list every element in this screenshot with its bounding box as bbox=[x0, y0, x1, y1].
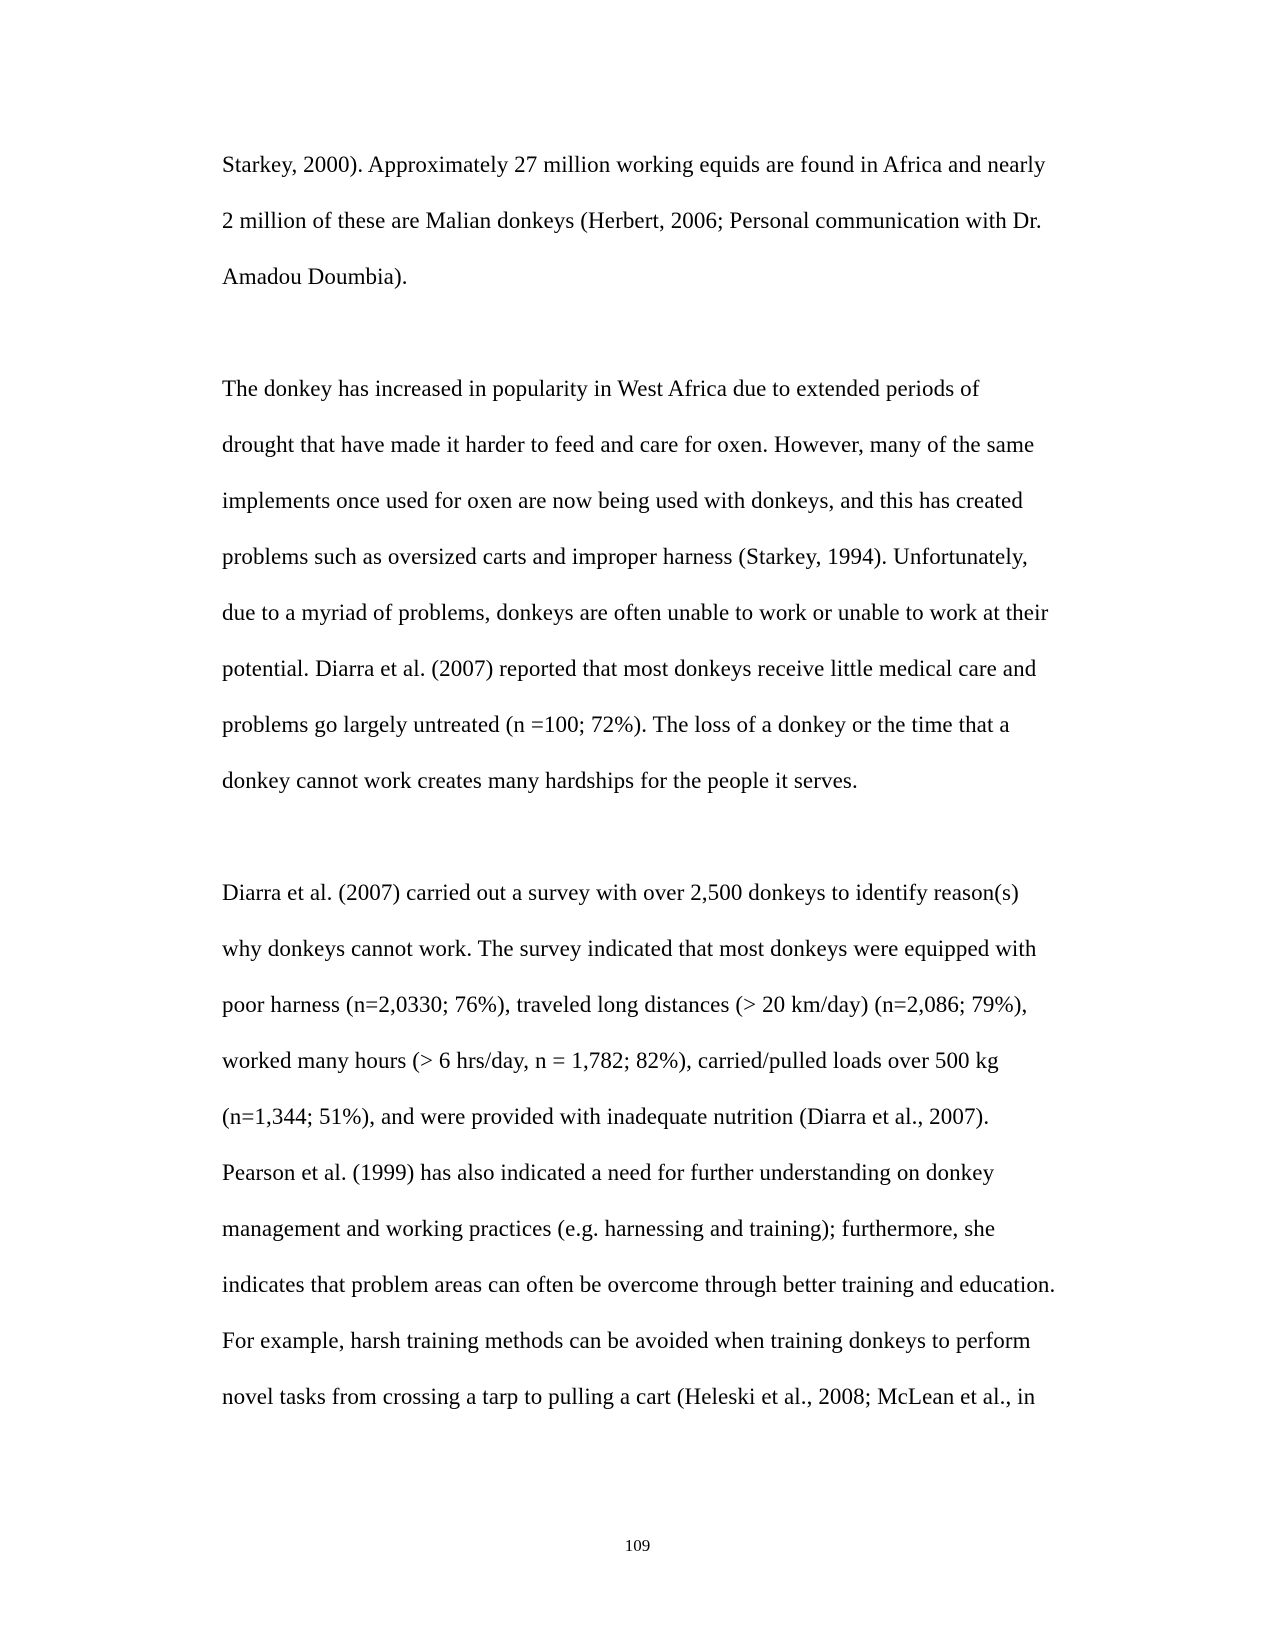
text-line: Amadou Doumbia). bbox=[222, 264, 408, 289]
text-line: drought that have made it harder to feed and care for oxen. However, many of the same bbox=[222, 432, 1035, 457]
text-line: The donkey has increased in popularity in West Africa due to extended periods of bbox=[222, 376, 980, 401]
text-line: problems such as oversized carts and improper harness (Starkey, 1994). Unfortunately, bbox=[222, 544, 1028, 569]
text-line: donkey cannot work creates many hardships for the people it serves. bbox=[222, 768, 858, 793]
text-line: implements once used for oxen are now being used with donkeys, and this has created bbox=[222, 488, 1023, 513]
text-line: Pearson et al. (1999) has also indicated a need for further understanding on donkey bbox=[222, 1160, 995, 1185]
text-line: 2 million of these are Malian donkeys (Herbert, 2006; Personal communication with Dr. bbox=[222, 208, 1042, 233]
text-line: (n=1,344; 51%), and were provided with inadequate nutrition (Diarra et al., 2007). bbox=[222, 1104, 990, 1129]
text-line: poor harness (n=2,0330; 76%), traveled long distances (> 20 km/day) (n=2,086; 79%), bbox=[222, 992, 1028, 1017]
text-line: Starkey, 2000). Approximately 27 million working equids are found in Africa and nearly bbox=[222, 152, 1046, 177]
page-number: 109 bbox=[624, 1536, 651, 1555]
text-line: For example, harsh training methods can be avoided when training donkeys to perform bbox=[222, 1328, 1031, 1353]
text-line: indicates that problem areas can often be overcome through better training and education. bbox=[222, 1272, 1056, 1297]
text-line: potential. Diarra et al. (2007) reported that most donkeys receive little medical care and bbox=[222, 656, 1037, 681]
text-line: Diarra et al. (2007) carried out a survey with over 2,500 donkeys to identify reason(s) bbox=[222, 880, 1019, 905]
text-line: problems go largely untreated (n =100; 72%). The loss of a donkey or the time that a bbox=[222, 712, 1010, 737]
text-line: worked many hours (> 6 hrs/day, n = 1,782; 82%), carried/pulled loads over 500 kg bbox=[222, 1048, 999, 1073]
text-line: due to a myriad of problems, donkeys are often unable to work or unable to work at their bbox=[222, 600, 1049, 625]
text-line: novel tasks from crossing a tarp to pulling a cart (Heleski et al., 2008; McLean et al., in bbox=[222, 1384, 1036, 1409]
text-line: management and working practices (e.g. harnessing and training); furthermore, she bbox=[222, 1216, 996, 1241]
text-line: why donkeys cannot work. The survey indicated that most donkeys were equipped with bbox=[222, 936, 1037, 961]
